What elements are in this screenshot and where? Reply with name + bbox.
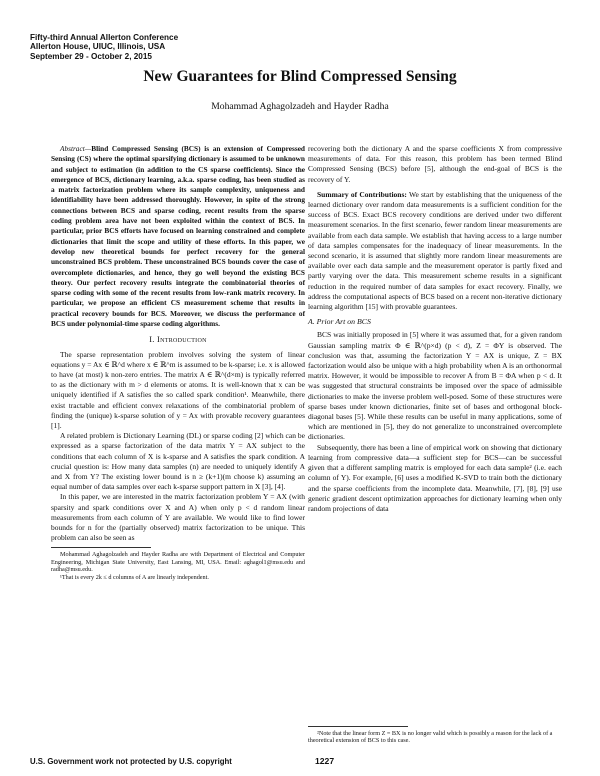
prior-art-paragraph-2: Subsequently, there has been a line of empirical work on showing that dictionary learning from compressive data—a sufficient step for BCS—can be successful given that a different sampling matrix is employed for each data sample² (i.e. each column of Y). For example, [6] uses a modified K-SVD to train both the dictionary and the sparse coefficients from the incomplete data. Meanwhile, [7], [8], [9] use generic gradient descent optimization approaches for dictionary learning when only random projections of data [308,442,562,513]
paper-title: New Guarantees for Blind Compressed Sensing [143,68,457,85]
abstract-text: Blind Compressed Sensing (BCS) is an extension of Compressed Sensing (CS) where the optimal sparsifying dictionary is assumed to be unknown and subject to estimation (in addition to the CS sparse coefficients). Since the emergence of BCS, dictionary learning, a.k.a. sparse coding, has been studied as a matrix factorization problem where its sample complexity, uniqueness and identifiability have been addressed thoroughly. However, in spite of the strong connections between BCS and sparse coding, recent results from the sparse coding problem area have not been exploited within the context of BCS. In particular, prior BCS efforts have focused on learning constrained and complete dictionaries that limit the scope and utility of these efforts. In this paper, we develop new theoretical bounds for perfect recovery for the general unconstrained BCS problem. These unconstrained BCS bounds cover the case of overcomplete dictionaries, and hence, they go well beyond the existing BCS theory. Our perfect recovery results integrate the combinatorial theories of sparse coding with some of the recent results from low-rank matrix recovery. In particular, we propose an efficient CS measurement scheme that results in practical recovery bounds for BCS. Moreover, we discuss the performance of BCS under polynomial-time sparse coding algorithms. [51,144,305,329]
footnote-rule-right [308,726,408,727]
page-number: 1227 [315,756,335,766]
right-column [308,144,562,514]
subsection-heading-prior-art: A. Prior Art on BCS [308,317,371,327]
conference-header [30,33,178,61]
left-column [51,144,305,581]
footnote-2: ²Note that the linear form Z = BX is no longer valid which is possibly a reason for the lack of a theoretical extension of BCS to this case. [308,730,553,745]
contributions-lead: Summary of Contributions: [317,189,407,199]
intro-paragraph-2: A related problem is Dictionary Learning (DL) or sparse coding [2] which can be expressed as a sparse factorization of the data matrix Y = AX subject to the conditions that each column of X is k-sparse and A satisfies the spark condition. A crucial question is: How many data samples (n) are needed to uniquely identify A and X from Y? The existing lower bound is n ≥ (k+1)(m choose k) assuming an equal number of data samples over each k-sparse support pattern in X [3], [4]. [51,431,305,492]
abstract-lead: Abstract— [60,144,92,153]
contributions-paragraph [308,190,562,312]
prior-art-paragraph-1: BCS was initially proposed in [5] where it was assumed that, for a given random Gaussian sampling matrix Φ ∈ ℝ^(p×d) (p < d), Z = ΦY is observed. The conclusion was that, assuming the factorization Y = AX is unique, Z = BX factorization would also be unique with a high probability when A is an orthonormal matrix. However, it would be impossible to recover A from B = ΦA when p < d. It was suggested that structural constraints be imposed over the space of admissible dictionaries to make the inverse problem well-posed. Some of these structures were sparse bases under known dictionaries, finite set of bases and orthogonal block-diagonal bases [5]. While these results can be useful in many applications, some of which are mentioned in [5], they do not generalize to unconstrained overcomplete dictionaries. [308,330,562,442]
footnote-1: ¹That is every 2k ≤ d columns of A are linearly independent. [60,573,209,581]
intro-paragraph-3-continued: recovering both the dictionary A and the sparse coefficients X from compressive measurements of data. For this reason, this problem has been termed Blind Compressed Sensing (BCS) before [5], although the end-goal of BCS is the recovery of Y. [308,144,562,184]
intro-paragraph-1: The sparse representation problem involves solving the system of linear equations y = Ax ∈ ℝ^d where x ∈ ℝ^m is assumed to be k-sparse; i.e. x is allowed to have (at most) k non-zero entries. The matrix A ∈ ℝ^(d×m) is typically referred to as the dictionary with m > d elements or atoms. It is well-known that x can be uniquely identified if A satisfies the so called spark condition¹. Meanwhile, there exist tractable and efficient convex relaxations of the combinatorial problem of finding the (unique) k-sparse solution of y = Ax with provable recovery guarantees [1]. [51,349,305,430]
copyright-notice: U.S. Government work not protected by U.S. copyright [30,757,232,766]
author-affiliation-note: Mohammad Aghagolzadeh and Hayder Radha are with Department of Electrical and Computer Engineering, Michigan State University, East Lansing, MI, USA. Email: aghagol1@msu.edu and radha@msu.edu. [51,551,305,574]
abstract [51,144,305,329]
paper-authors: Mohammad Aghagolzadeh and Hayder Radha [211,101,389,112]
intro-paragraph-3: In this paper, we are interested in the matrix factorization problem Y = AX (with sparsity and spark conditions over X and A) when only p < d random linear measurements from each column of Y are available. We would like to find lower bounds for n for the (partially observed) matrix factorization to be unique. This problem can also be seen as [51,492,305,543]
footnote-rule [51,547,151,548]
section-heading-introduction: I. Introduction [149,335,207,345]
contributions-text: We start by establishing that the uniqueness of the learned dictionary over random data measurements is a sufficient condition for the success of BCS. Exact BCS recovery conditions are derived under two different measurement scenarios. In the first scenario, fewer random linear measurements are available from each data sample. We establish that having access to a large number of data samples compensates for the inadequacy of linear measurements. In the second scenario, it is assumed that slightly more random linear measurements are available over each data sample and the measurement operator is partly fixed and partly varying over the data. This measurement scheme results in a significant reduction in the required number of data samples for exact recovery. Finally, we address the computational aspects of BCS based on a recent non-iterative dictionary learning algorithm [15] with provable guarantees. [308,189,562,312]
right-footnote-block [308,722,562,745]
conference-venue: Allerton House, UIUC, Illinois, USA [30,42,166,52]
conference-name: Fifty-third Annual Allerton Conference [30,33,179,42]
conference-dates: September 29 - October 2, 2015 [30,51,152,61]
